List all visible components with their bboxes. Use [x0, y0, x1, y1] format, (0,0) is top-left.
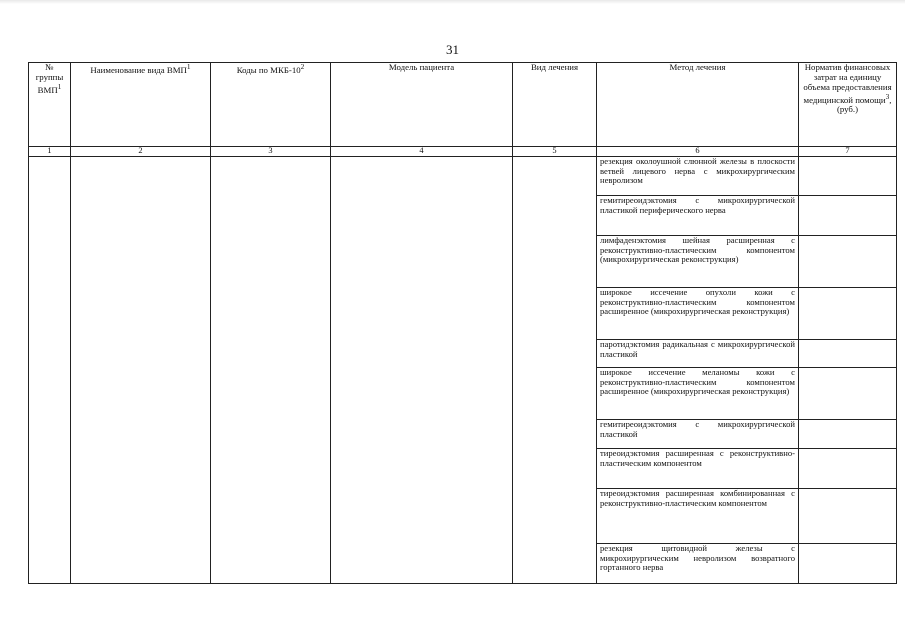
page-number: 31 — [446, 42, 459, 57]
method-cell: тиреоидэктомия расширенная с реконструктивно-пластическим компонентом — [597, 449, 799, 489]
header-icd-codes: Коды по МКБ-$10^2$ — [211, 63, 331, 147]
header-vmp-name: Наименование вида ВМП$^1$ — [71, 63, 211, 147]
method-cell: паротидэктомия радикальная с микрохирургической пластикой — [597, 340, 799, 368]
column-number: 6 — [597, 147, 799, 157]
patient-model-cell — [331, 157, 513, 584]
group-no-cell — [29, 157, 71, 584]
method-cell: тиреоидэктомия расширенная комбинированная с реконструктивно-пластическим компонентом — [597, 489, 799, 544]
header-treatment-method: Метод лечения — [597, 63, 799, 147]
column-number: 4 — [331, 147, 513, 157]
header-patient-model: Модель пациента — [331, 63, 513, 147]
cost-cell — [799, 420, 897, 449]
method-cell: резекция околоушной слюнной железы в плоскости ветвей лицевого нерва с микрохирургическим невролизом — [597, 157, 799, 196]
column-number: 7 — [799, 147, 897, 157]
treatment-type-cell — [513, 157, 597, 584]
method-cell: лимфаденэктомия шейная расширенная с реконструктивно-пластическим компонентом (микрохирургическая реконструкция) — [597, 236, 799, 288]
method-cell: резекция щитовидной железы с микрохирургическим невролизом возвратного гортанного нерва — [597, 544, 799, 584]
icd-codes-cell — [211, 157, 331, 584]
cost-cell — [799, 157, 897, 196]
header-group-no: № группы ВМП$^1$ — [29, 63, 71, 147]
column-number: 2 — [71, 147, 211, 157]
vmp-name-cell — [71, 157, 211, 584]
cost-cell — [799, 449, 897, 489]
header-treatment-type: Вид лечения — [513, 63, 597, 147]
column-number: 1 — [29, 147, 71, 157]
header-cost-norm: Норматив финансовых затрат на единицу объема предоставления медицинской помощи$^3$, (руб.) — [799, 63, 897, 147]
table-row — [29, 157, 897, 196]
method-cell: гемитиреоидэктомия с микрохирургической пластикой периферического нерва — [597, 196, 799, 236]
method-cell: широкое иссечение опухоли кожи с реконструктивно-пластическим компонентом расширенное (микрохирургическая реконструкция) — [597, 288, 799, 340]
column-number-row — [29, 147, 897, 157]
column-number: 3 — [211, 147, 331, 157]
method-cell: гемитиреоидэктомия с микрохирургической пластикой — [597, 420, 799, 449]
method-cell: широкое иссечение меланомы кожи с реконструктивно-пластическим компонентом расширенное (микрохирургическая реконструкция) — [597, 368, 799, 420]
cost-cell — [799, 340, 897, 368]
scan-edge — [0, 0, 905, 4]
cost-cell — [799, 489, 897, 544]
cost-cell — [799, 368, 897, 420]
cost-cell — [799, 196, 897, 236]
treatment-table — [28, 62, 897, 584]
column-number: 5 — [513, 147, 597, 157]
cost-cell — [799, 288, 897, 340]
cost-cell — [799, 236, 897, 288]
cost-cell — [799, 544, 897, 584]
